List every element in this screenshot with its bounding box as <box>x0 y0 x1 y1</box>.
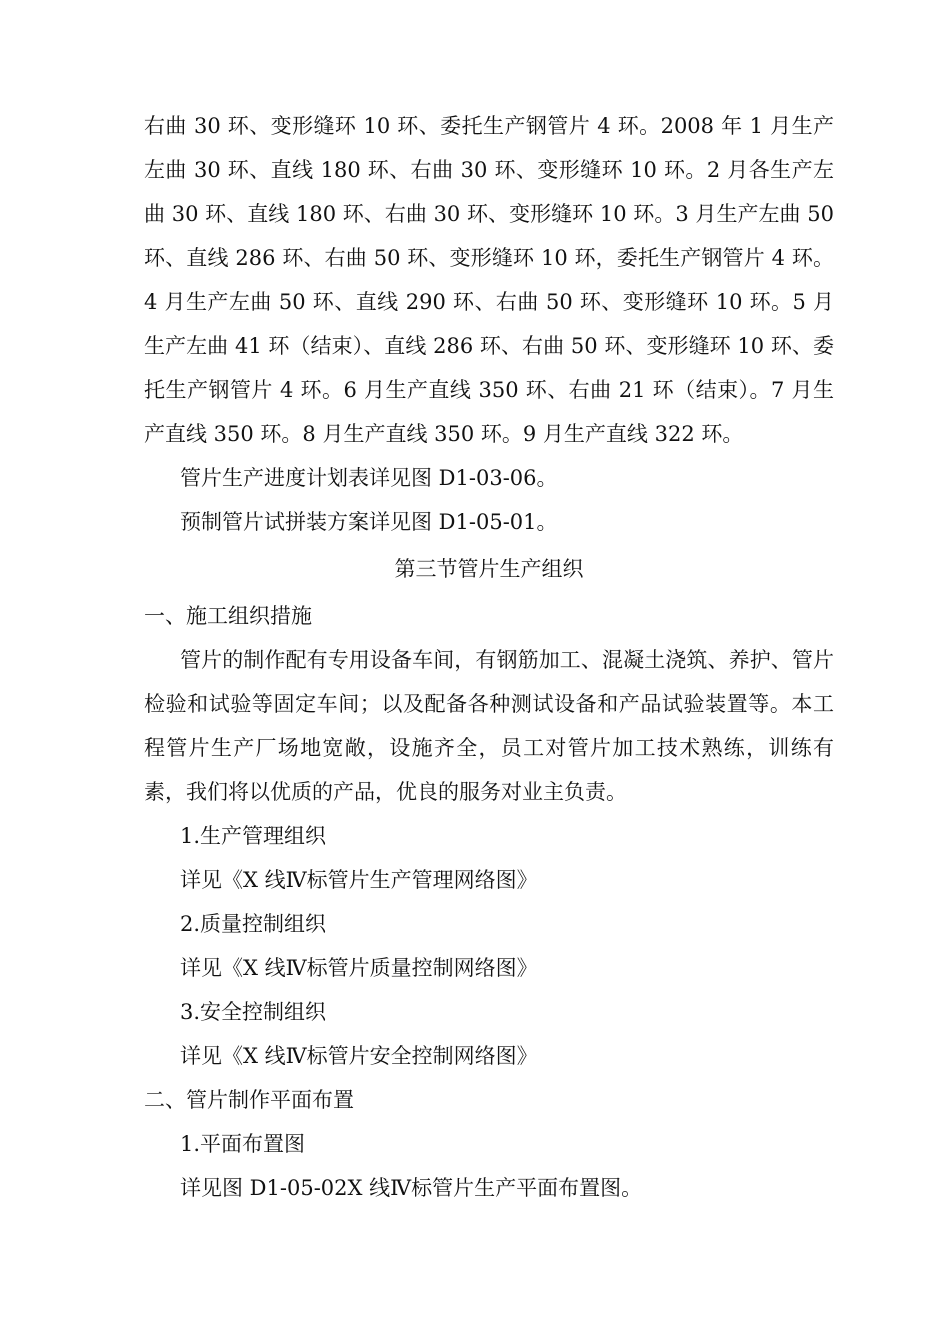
item-production-management-detail: 详见《X 线Ⅳ标管片生产管理网络图》 <box>180 868 538 892</box>
heading-construction-measures: 一、施工组织措施 <box>144 604 312 628</box>
document-body <box>144 104 834 1210</box>
item-quality-control-title: 2.质量控制组织 <box>180 912 327 936</box>
item-safety-control-title: 3.安全控制组织 <box>180 1000 327 1024</box>
heading-layout: 二、管片制作平面布置 <box>144 1088 354 1112</box>
item-quality-control-detail: 详见《X 线Ⅳ标管片质量控制网络图》 <box>180 956 538 980</box>
item-safety-control-detail: 详见《X 线Ⅳ标管片安全控制网络图》 <box>180 1044 538 1068</box>
schedule-plan-reference: 管片生产进度计划表详见图 D1-03-06。 <box>180 466 558 490</box>
layout-plan-title: 1.平面布置图 <box>180 1132 306 1156</box>
item-production-management-title: 1.生产管理组织 <box>180 824 327 848</box>
trial-assembly-reference: 预制管片试拼装方案详见图 D1-05-01。 <box>180 510 558 534</box>
section-title: 第三节管片生产组织 <box>394 557 584 581</box>
layout-plan-detail: 详见图 D1-05-02X 线Ⅳ标管片生产平面布置图。 <box>180 1176 643 1200</box>
production-schedule-paragraph: 右曲 30 环、变形缝环 10 环、委托生产钢管片 4 环。2008 年 1 月生产左曲 30 环、直线 180 环、右曲 30 环、变形缝环 10 环。2 月各生产左曲 30 环、直线 180 环、右曲 30 环、变形缝环 10 环。3 月生产左曲 50 环、直线 286 环、右曲 50 环、变形缝环 10 环，委托生产钢管片 4 环。4 月生产左曲 50 环、直线 290 环、右曲 50 环、变形缝环 10 环。5 月生产左曲 41 环（结束）、直线 286 环、右曲 50 环、变形缝环 10 环、委托生产钢管片 4 环。6 月生产直线 350 环、右曲 21 环（结束）。7 月生产直线 350 环。8 月生产直线 350 环。9 月生产直线 322 环。 <box>144 114 834 446</box>
workshop-description-paragraph: 管片的制作配有专用设备车间，有钢筋加工、混凝土浇筑、养护、管片检验和试验等固定车间；以及配备各种测试设备和产品试验装置等。本工程管片生产厂场地宽敞，设施齐全，员工对管片加工技术熟练，训练有素，我们将以优质的产品，优良的服务对业主负责。 <box>144 648 834 804</box>
